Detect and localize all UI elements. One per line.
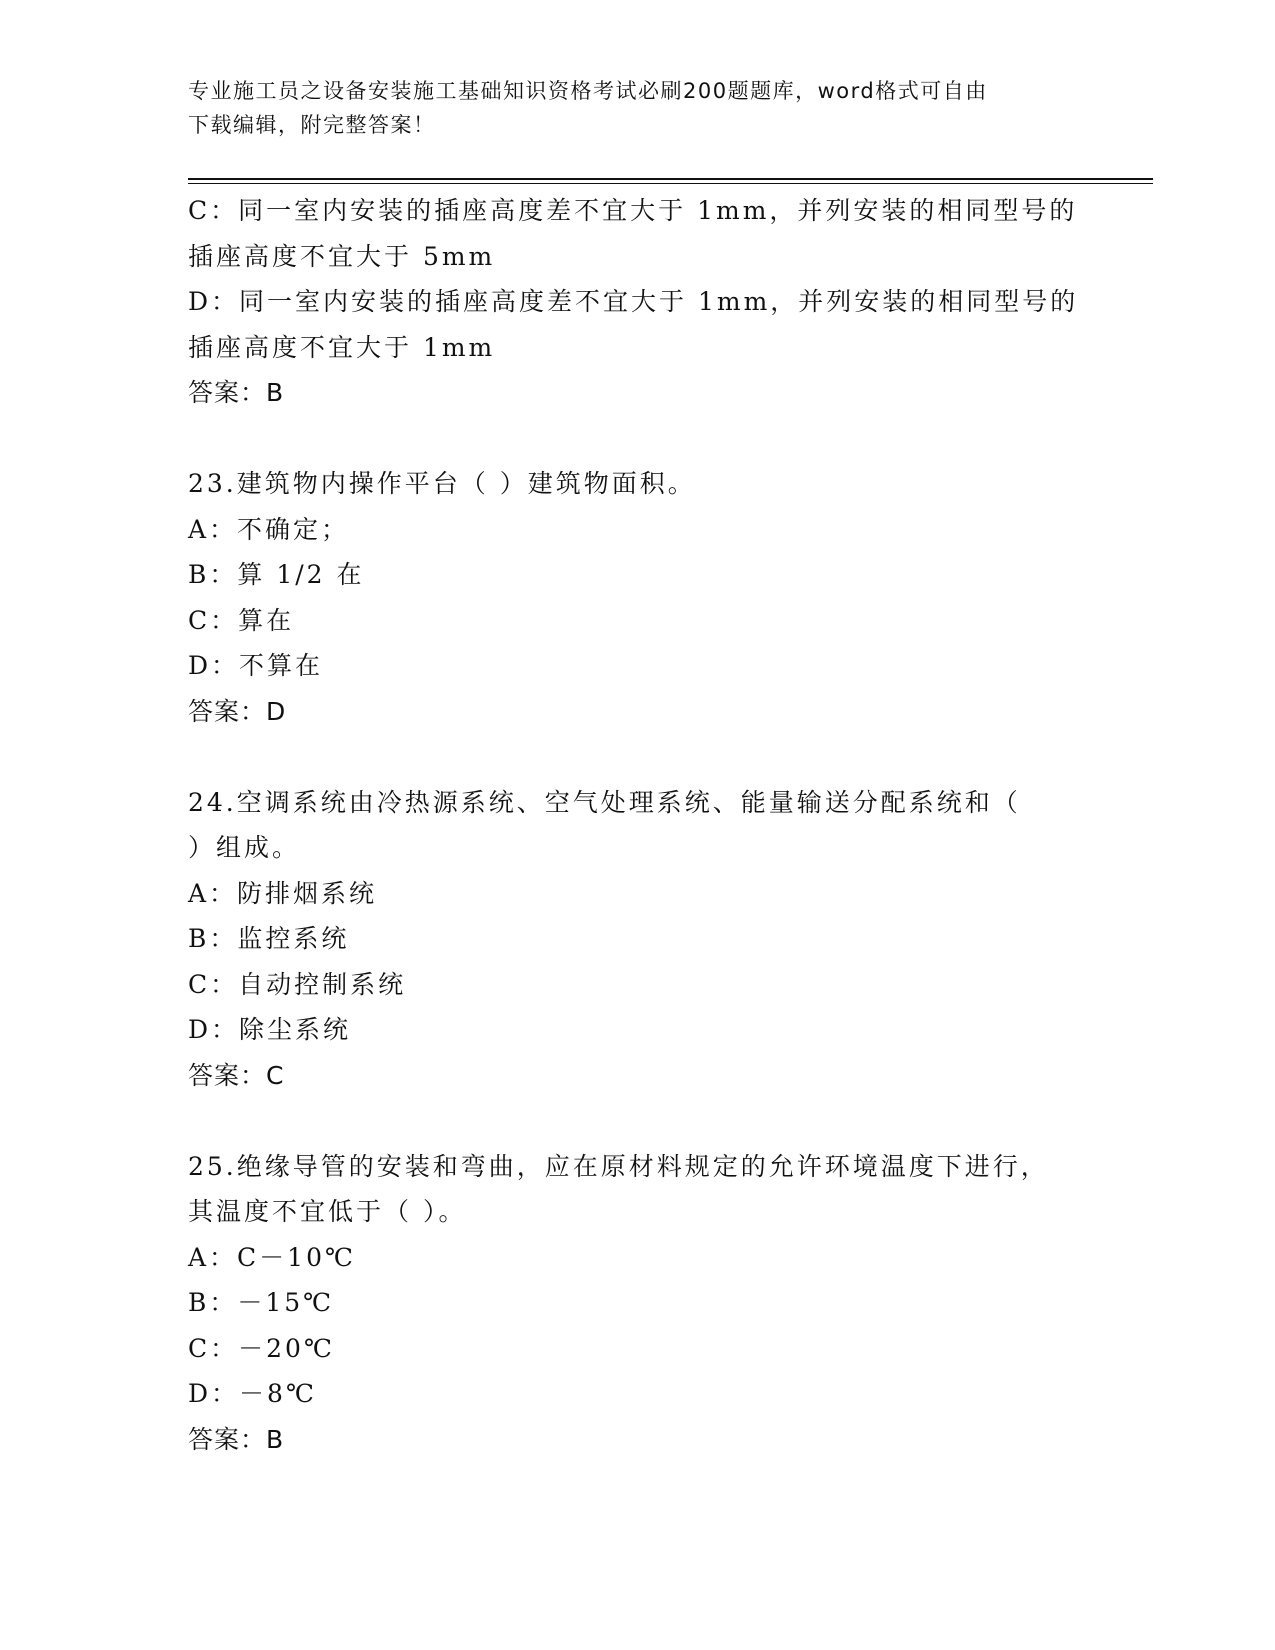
question-22-continued xyxy=(188,188,1088,416)
option-a: A：防排烟系统 xyxy=(188,878,378,908)
spacer xyxy=(188,416,1088,462)
answer-23: 答案：D xyxy=(188,696,287,726)
option-a: A：不确定； xyxy=(188,514,350,544)
header-line-1: 专业施工员之设备安装施工基础知识资格考试必刷200题题库，word格式可自由 xyxy=(188,79,988,103)
spacer xyxy=(188,734,1088,780)
question-stem-line-2: ）组成。 xyxy=(188,833,301,862)
question-24 xyxy=(188,780,1088,1099)
option-c-line-2: 插座高度不宜大于 5mm xyxy=(188,241,496,271)
answer-22: 答案：B xyxy=(188,378,285,407)
option-d-line-2: 插座高度不宜大于 1mm xyxy=(188,332,496,362)
document-header xyxy=(188,74,1068,142)
header-line-2: 下载编辑，附完整答案！ xyxy=(188,113,436,137)
option-b: B：－15℃ xyxy=(188,1288,335,1317)
option-c: C：自动控制系统 xyxy=(188,969,407,999)
header-divider xyxy=(188,178,1153,184)
option-d: D：不算在 xyxy=(188,651,324,680)
option-b: B：算 1/2 在 xyxy=(188,560,365,589)
question-list xyxy=(188,188,1088,1462)
option-c: C：－20℃ xyxy=(188,1333,335,1363)
option-a: A：C－10℃ xyxy=(188,1242,356,1272)
option-b: B：监控系统 xyxy=(188,924,350,953)
question-stem-line-2: 其温度不宜低于（ ）。 xyxy=(188,1197,467,1226)
option-c: C：算在 xyxy=(188,605,295,635)
question-stem-line-1: 24.空调系统由冷热源系统、空气处理系统、能量输送分配系统和（ xyxy=(188,787,1021,817)
question-stem: 23.建筑物内操作平台（ ）建筑物面积。 xyxy=(188,469,696,498)
question-25 xyxy=(188,1144,1088,1463)
option-d: D：除尘系统 xyxy=(188,1015,352,1044)
question-stem-line-1: 25.绝缘导管的安装和弯曲，应在原材料规定的允许环境温度下进行， xyxy=(188,1151,1049,1181)
option-d: D：－8℃ xyxy=(188,1379,317,1408)
answer-25: 答案：B xyxy=(188,1424,285,1454)
spacer xyxy=(188,1098,1088,1144)
option-c-line-1: C：同一室内安装的插座高度差不宜大于 1mm，并列安装的相同型号的 xyxy=(188,196,1078,225)
question-23 xyxy=(188,461,1088,734)
option-d-line-1: D：同一室内安装的插座高度差不宜大于 1mm，并列安装的相同型号的 xyxy=(188,287,1079,316)
answer-24: 答案：C xyxy=(188,1060,285,1090)
